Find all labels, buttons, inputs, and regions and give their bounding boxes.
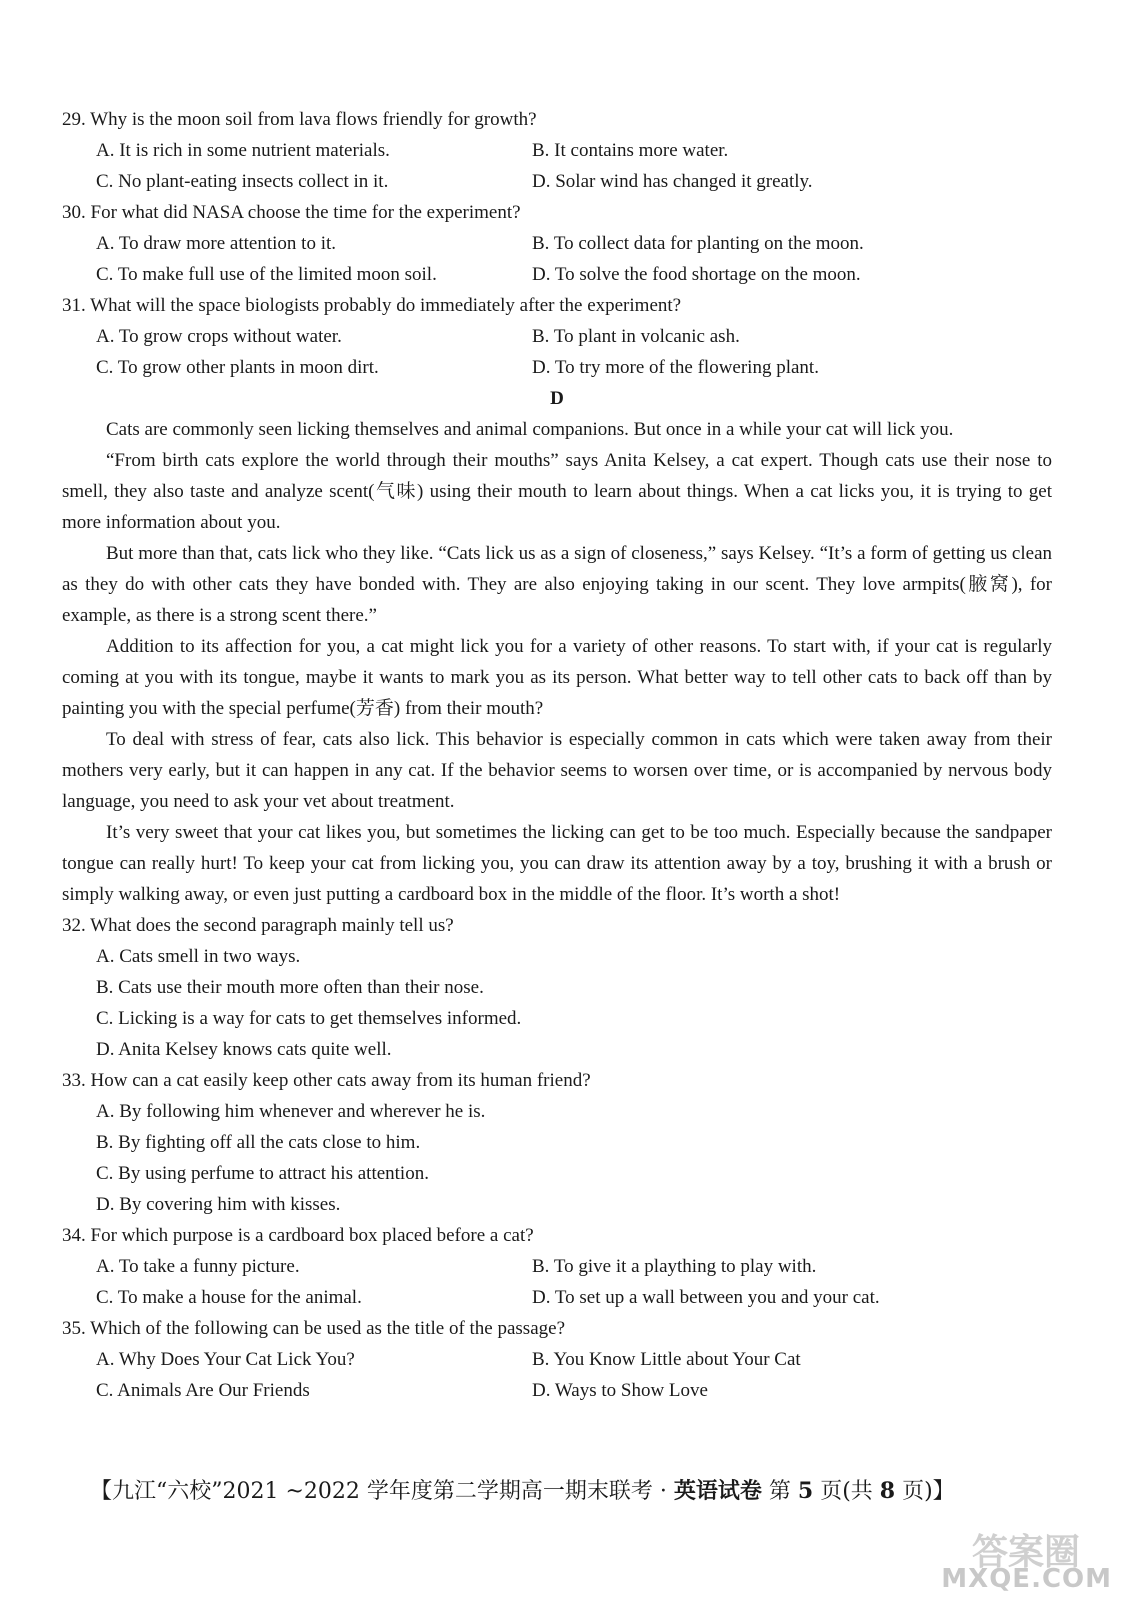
- option-29-c: C. No plant-eating insects collect in it.: [96, 171, 389, 192]
- footer-page-suffix: 页)】: [895, 1479, 955, 1504]
- option-31-c: C. To grow other plants in moon dirt.: [96, 357, 379, 378]
- page-footer: [90, 1476, 1090, 1507]
- footer-subject: 英语试卷: [673, 1478, 762, 1504]
- question-29: 29. Why is the moon soil from lava flows friendly for growth?: [62, 109, 537, 130]
- footer-page-mid: 页(共: [813, 1479, 880, 1504]
- option-33-c: C. By using perfume to attract his attention.: [96, 1163, 429, 1184]
- passage-paragraph-5: To deal with stress of fear, cats also lick. This behavior is especially common in cats which were taken away from their mothers very early, but it can happen in any cat. If the behavior seems to worsen over time, or is accompanied by nervous body language, you need to ask your vet about treatment.: [62, 729, 1052, 812]
- watermark-text: MXQE.COM: [941, 1564, 1112, 1594]
- question-31-options: [62, 321, 1052, 383]
- option-35-c: C. Animals Are Our Friends: [96, 1380, 310, 1401]
- footer-page-total: 8: [879, 1478, 896, 1504]
- question-31: 31. What will the space biologists probably do immediately after the experiment?: [62, 295, 682, 316]
- question-33: 33. How can a cat easily keep other cats away from its human friend?: [62, 1070, 591, 1091]
- passage-paragraph-2: “From birth cats explore the world through their mouths” says Anita Kelsey, a cat expert. Though cats use their nose to smell, they also taste and analyze scent(气味) using their mouth to learn about things. When a cat licks you, it is trying to get more information about you.: [62, 450, 1052, 533]
- watermark-logo: 答案圈: [971, 1532, 1080, 1573]
- option-32-c: C. Licking is a way for cats to get themselves informed.: [96, 1008, 522, 1029]
- passage-paragraph-3: But more than that, cats lick who they like. “Cats lick us as a sign of closeness,” says Kelsey. “It’s a form of getting us clean as they do with other cats they have bonded with. They are also enjoying taking in our scent. They love armpits(腋窝), for example, as there is a strong scent there.”: [62, 543, 1052, 626]
- question-32: 32. What does the second paragraph mainly tell us?: [62, 915, 454, 936]
- option-34-c: C. To make a house for the animal.: [96, 1287, 362, 1308]
- option-31-d: D. To try more of the flowering plant.: [532, 357, 819, 378]
- option-35-b: B. You Know Little about Your Cat: [532, 1349, 801, 1370]
- option-31-b: B. To plant in volcanic ash.: [532, 326, 740, 347]
- question-30: 30. For what did NASA choose the time for the experiment?: [62, 202, 521, 223]
- footer-page-number: 5: [797, 1478, 814, 1504]
- option-32-d: D. Anita Kelsey knows cats quite well.: [96, 1039, 392, 1060]
- question-34: 34. For which purpose is a cardboard box placed before a cat?: [62, 1225, 534, 1246]
- option-29-a: A. It is rich in some nutrient materials.: [96, 140, 390, 161]
- passage-paragraph-6: It’s very sweet that your cat likes you, but sometimes the licking can get to be too much. Especially because the sandpaper tongue can really hurt! To keep your cat from licking you, you can draw its attention away by a toy, brushing it with a brush or simply walking away, or even just putting a cardboard box in the middle of the floor. It’s worth a shot!: [62, 822, 1052, 905]
- option-33-d: D. By covering him with kisses.: [96, 1194, 341, 1215]
- option-32-a: A. Cats smell in two ways.: [96, 946, 301, 967]
- footer-page-prefix: 第: [761, 1479, 798, 1504]
- option-29-d: D. Solar wind has changed it greatly.: [532, 171, 813, 192]
- passage-paragraph-1: Cats are commonly seen licking themselves and animal companions. But once in a while your cat will lick you.: [106, 419, 954, 440]
- option-30-b: B. To collect data for planting on the moon.: [532, 233, 864, 254]
- option-33-b: B. By fighting off all the cats close to him.: [96, 1132, 421, 1153]
- question-32-options: [62, 941, 1052, 1065]
- question-30-options: [62, 228, 1052, 290]
- question-34-options: [62, 1251, 1052, 1313]
- option-34-d: D. To set up a wall between you and your cat.: [532, 1287, 880, 1308]
- watermark: [941, 1524, 1120, 1594]
- option-32-b: B. Cats use their mouth more often than their nose.: [96, 977, 484, 998]
- option-30-d: D. To solve the food shortage on the moon.: [532, 264, 861, 285]
- option-29-b: B. It contains more water.: [532, 140, 729, 161]
- question-29-options: [62, 135, 1052, 197]
- passage-paragraph-4: Addition to its affection for you, a cat might lick you for a variety of other reasons. To start with, if your cat is regularly coming at you with its tongue, maybe it wants to mark you as its person. What better way to tell other cats to back off than by painting you with the special perfume(芳香) from their mouth?: [62, 636, 1052, 719]
- option-35-a: A. Why Does Your Cat Lick You?: [96, 1349, 355, 1370]
- option-30-a: A. To draw more attention to it.: [96, 233, 336, 254]
- option-30-c: C. To make full use of the limited moon soil.: [96, 264, 437, 285]
- section-heading: D: [550, 388, 564, 409]
- question-33-options: [62, 1096, 1052, 1220]
- option-34-b: B. To give it a plaything to play with.: [532, 1256, 817, 1277]
- option-35-d: D. Ways to Show Love: [532, 1380, 708, 1401]
- question-35-options: [62, 1344, 1052, 1406]
- question-35: 35. Which of the following can be used as the title of the passage?: [62, 1318, 565, 1339]
- option-31-a: A. To grow crops without water.: [96, 326, 342, 347]
- option-34-a: A. To take a funny picture.: [96, 1256, 300, 1277]
- exam-page: [62, 104, 1052, 1406]
- option-33-a: A. By following him whenever and wherever he is.: [96, 1101, 486, 1122]
- footer-exam-title: 【九江“六校”2021 ~2022 学年度第二学期高一期末联考 ·: [90, 1479, 674, 1504]
